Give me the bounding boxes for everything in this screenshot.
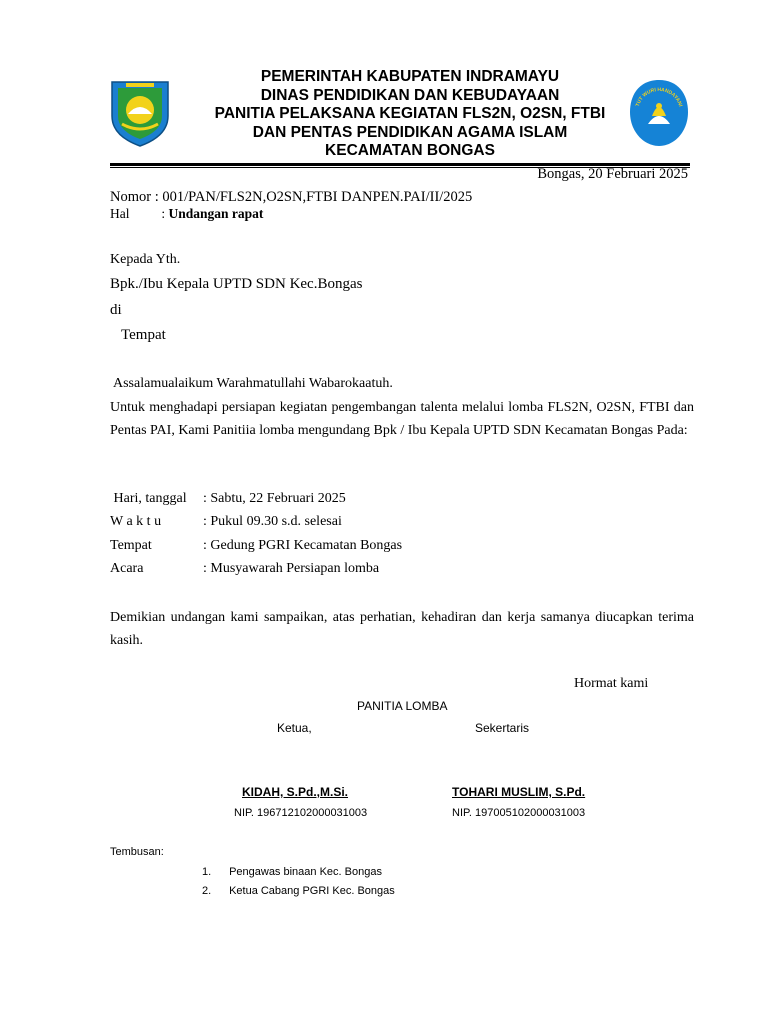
tembusan-num: 2. (202, 885, 212, 897)
letterhead-line: PEMERINTAH KABUPATEN INDRAMAYU (260, 68, 560, 85)
regards: Hormat kami (574, 676, 649, 691)
closing-paragraph: Demikian undangan kami sampaikan, atas perhatian, kehadiran dan kerja samanya diucapkan terima kasih. (110, 610, 694, 648)
tembusan-item (202, 885, 395, 897)
secretary-name: TOHARI MUSLIM, S.Pd. (452, 785, 586, 799)
detail-value: : Sabtu, 22 Februari 2025 (203, 491, 346, 506)
left-role: Ketua, (277, 721, 312, 735)
committee-name: PANITIA LOMBA (357, 699, 448, 713)
tut-wuri-handayani-logo (628, 78, 690, 148)
chairman-name: KIDAH, S.Pd.,M.Si. (242, 785, 349, 799)
nomor-label: Nomor (110, 189, 152, 205)
detail-label: Acara (110, 561, 144, 576)
regency-logo (108, 76, 172, 148)
recipient-di: di (110, 302, 122, 318)
detail-label: Tempat (110, 538, 152, 553)
detail-value: : Pukul 09.30 s.d. selesai (203, 514, 342, 529)
right-role: Sekertaris (475, 721, 530, 735)
hal-label: Hal (110, 206, 130, 221)
recipient-kepada: Kepada Yth. (110, 252, 181, 267)
chairman-nip: NIP. 196712102000031003 (234, 807, 368, 819)
hal-value: Undangan rapat (168, 206, 264, 221)
secretary-nip: NIP. 197005102000031003 (452, 807, 586, 819)
tembusan-item (202, 866, 382, 878)
detail-value: : Gedung PGRI Kecamatan Bongas (203, 538, 403, 553)
recipient-name: Bpk./Ibu Kepala UPTD SDN Kec.Bongas (110, 276, 363, 292)
letterhead-line: PANITIA PELAKSANA KEGIATAN FLS2N, O2SN, FTBI (214, 105, 606, 122)
letterhead-line: KECAMATAN BONGAS (325, 142, 495, 159)
letterhead-line: DINAS PENDIDIKAN DAN KEBUDAYAAN (260, 86, 560, 104)
detail-label: W a k t u (110, 514, 162, 529)
greeting: Assalamualaikum Warahmatullahi Wabarokaatuh. (113, 376, 393, 391)
letter-subject (110, 206, 263, 222)
tembusan-text: Ketua Cabang PGRI Kec. Bongas (229, 885, 395, 897)
letter-number (110, 189, 472, 206)
body-paragraph: Untuk menghadapi persiapan kegiatan pengembangan talenta melalui lomba FLS2N, O2SN, FTBI dan Pentas PAI, Kami Panitiia lomba mengundang Bpk / Ibu Kepala UPTD SDN Kecamatan Bongas Pada: (110, 400, 694, 438)
nomor-value: : 001/PAN/FLS2N,O2SN,FTBI DANPEN.PAI/II/2025 (154, 189, 473, 205)
recipient-tempat: Tempat (121, 327, 166, 343)
hal-colon: : (161, 206, 166, 221)
letterhead (200, 68, 620, 161)
tembusan-text: Pengawas binaan Kec. Bongas (229, 866, 382, 878)
letter-date: Bongas, 20 Februari 2025 (537, 166, 688, 182)
detail-value: : Musyawarah Persiapan lomba (203, 561, 380, 576)
detail-label: Hari, tanggal (110, 491, 187, 506)
tembusan-label: Tembusan: (110, 846, 164, 858)
logo-motto: TUT WURI HANDAYANI (634, 86, 684, 108)
letterhead-line: DAN PENTAS PENDIDIKAN AGAMA ISLAM (252, 123, 568, 141)
tembusan-num: 1. (202, 866, 212, 878)
